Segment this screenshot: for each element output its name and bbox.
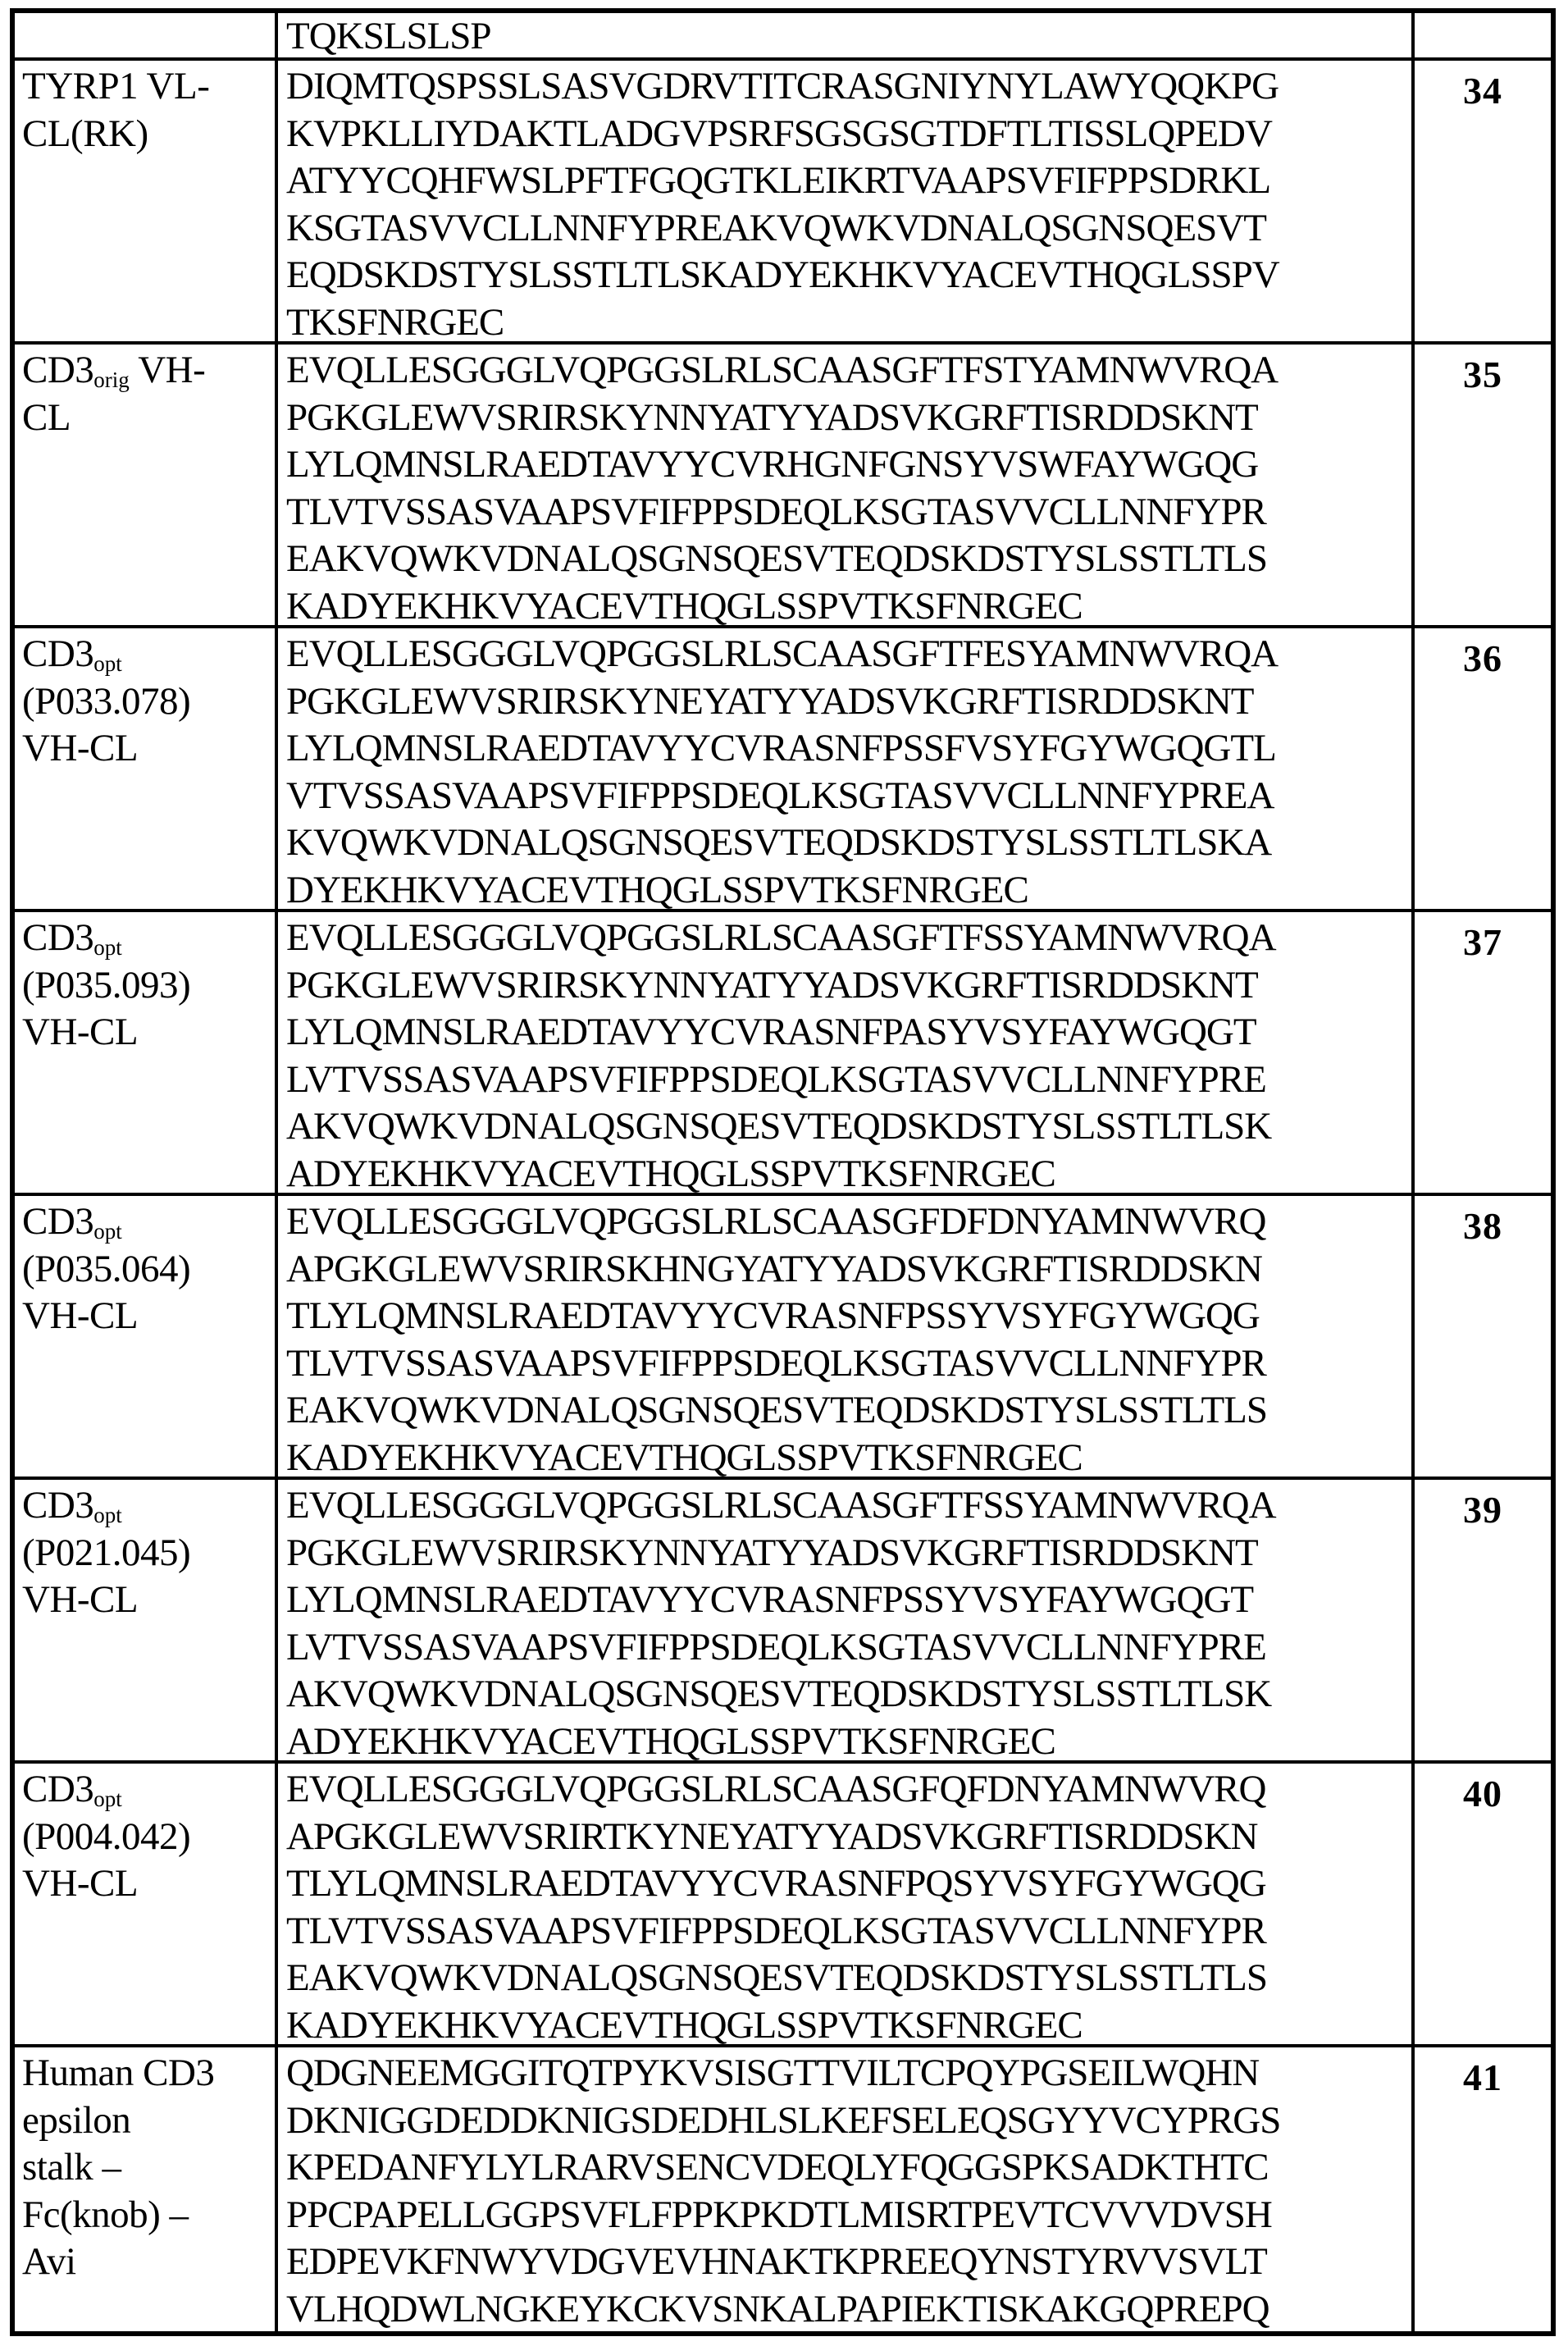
sequence-line: VLHQDWLNGKEYKCKVSNKALPAPIEKTISKAKGQPREPQ: [286, 2287, 1269, 2330]
sequence-line: APGKGLEWVSRIRTKYNEYATYYADSVKGRFTISRDDSKN: [286, 1814, 1258, 1858]
construct-label-line: TYRP1 VL-: [22, 65, 210, 107]
sequence-line: LYLQMNSLRAEDTAVYYCVRASNFPSSFVSYFGYWGQGTL: [286, 727, 1276, 770]
construct-label-line: Human CD3: [22, 2052, 215, 2094]
sequence-cell: [278, 628, 1415, 912]
sequence-line: DYEKHKVYACEVTHQGLSSPVTKSFNRGEC: [286, 868, 1028, 911]
construct-label-line: (P021.045): [22, 1531, 191, 1574]
sequence-line: EVQLLESGGGLVQPGGSLRLSCAASGFTFSSYAMNWVRQA: [286, 916, 1276, 959]
construct-label-line: $CD3_{opt}$: [22, 1768, 122, 1811]
sequence-line: DIQMTQSPSSLSASVGDRVTITCRASGNIYNYLAWYQQKPG: [286, 65, 1279, 107]
sequence-line: TKSFNRGEC: [286, 300, 504, 344]
construct-label-line: Fc(knob) –: [22, 2193, 189, 2236]
sequence-line: TLVTVSSASVAAPSVFIFPPSDEQLKSGTASVVCLLNNFYPR: [286, 1909, 1266, 1952]
construct-cell: [15, 628, 278, 912]
construct-label-line: Avi: [22, 2240, 76, 2284]
sequence-cell: [278, 2047, 1415, 2331]
sequence-line: EAKVQWKVDNALQSGNSQESVTEQDSKDSTYSLSSTLTLS: [286, 1389, 1267, 1432]
construct-label-line: (P033.078): [22, 679, 191, 723]
construct-cell: [15, 1480, 278, 1764]
sequence-line: LYLQMNSLRAEDTAVYYCVRASNFPASYVSYFAYWGQGT: [286, 1011, 1256, 1054]
construct-label-line: epsilon: [22, 2098, 131, 2142]
seq-id-cell: [1415, 13, 1551, 61]
sequence-line: LVTVSSASVAAPSVFIFPPSDEQLKSGTASVVCLLNNFYPRE: [286, 1625, 1266, 1668]
seq-id-cell: 35: [1415, 345, 1551, 628]
sequence-line: ATYYCQHFWSLPFTFGQGTKLEIKRTVAAPSVFIFPPSDRKL: [286, 159, 1271, 203]
construct-label-line: CL(RK): [22, 112, 148, 155]
sequence-line: TQKSLSLSP: [286, 15, 491, 57]
seq-id-cell: 40: [1415, 1764, 1551, 2047]
sequence-line: EVQLLESGGGLVQPGGSLRLSCAASGFTFSTYAMNWVRQA: [286, 349, 1279, 391]
sequence-cell: [278, 345, 1415, 628]
seq-id-cell: 41: [1415, 2047, 1551, 2331]
seq-id-cell: 34: [1415, 61, 1551, 345]
construct-label-line: $CD3_{orig}$ VH-: [22, 349, 206, 392]
sequence-cell: [278, 912, 1415, 1196]
construct-label-line: CL: [22, 395, 71, 439]
sequence-cell: [278, 1196, 1415, 1480]
sequence-line: KVPKLLIYDAKTLADGVPSRFSGSGSGTDFTLTISSLQPEDV: [286, 112, 1272, 155]
construct-cell: [15, 1196, 278, 1480]
sequence-line: LYLQMNSLRAEDTAVYYCVRASNFPSSYVSYFAYWGQGT: [286, 1578, 1254, 1622]
sequence-listing-table: [10, 8, 1556, 2336]
sequence-cell: [278, 1480, 1415, 1764]
sequence-line: PGKGLEWVSRIRSKYNNYATYYADSVKGRFTISRDDSKNT: [286, 963, 1258, 1006]
sequence-line: EAKVQWKVDNALQSGNSQESVTEQDSKDSTYSLSSTLTLS: [286, 537, 1267, 581]
construct-label-line: VH-CL: [22, 1578, 139, 1622]
construct-label-line: $CD3_{opt}$: [22, 632, 122, 676]
seq-id-cell: 36: [1415, 628, 1551, 912]
sequence-line: TLYLQMNSLRAEDTAVYYCVRASNFPSSYVSYFGYWGQG: [286, 1294, 1260, 1338]
sequence-line: PGKGLEWVSRIRSKYNEYATYYADSVKGRFTISRDDSKNT: [286, 679, 1254, 723]
subscript-label: opt: [93, 1786, 122, 1811]
sequence-line: EQDSKDSTYSLSSTLTLSKADYEKHKVYACEVTHQGLSSPV: [286, 253, 1279, 297]
sequence-line: PGKGLEWVSRIRSKYNNYATYYADSVKGRFTISRDDSKNT: [286, 1531, 1258, 1574]
sequence-line: KPEDANFYLYLRARVSENCVDEQLYFQGGSPKSADKTHTC: [286, 2146, 1269, 2189]
construct-label-line: VH-CL: [22, 1011, 139, 1054]
sequence-line: LYLQMNSLRAEDTAVYYCVRHGNFGNSYVSWFAYWGQG: [286, 443, 1259, 486]
sequence-line: KADYEKHKVYACEVTHQGLSSPVTKSFNRGEC: [286, 584, 1083, 628]
sequence-line: AKVQWKVDNALQSGNSQESVTEQDSKDSTYSLSSTLTLSK: [286, 1673, 1272, 1716]
sequence-line: KADYEKHKVYACEVTHQGLSSPVTKSFNRGEC: [286, 1435, 1083, 1479]
sequence-line: PPCPAPELLGGPSVFLFPPKPKDTLMISRTPEVTCVVVDVSH: [286, 2193, 1272, 2236]
sequence-line: ADYEKHKVYACEVTHQGLSSPVTKSFNRGEC: [286, 1719, 1055, 1763]
construct-label-line: VH-CL: [22, 1294, 139, 1338]
construct-cell: [15, 13, 278, 61]
sequence-line: LVTVSSASVAAPSVFIFPPSDEQLKSGTASVVCLLNNFYPRE: [286, 1057, 1266, 1101]
seq-id-cell: 39: [1415, 1480, 1551, 1764]
subscript-label: opt: [93, 1502, 122, 1527]
sequence-cell: [278, 1764, 1415, 2047]
sequence-line: APGKGLEWVSRIRSKHNGYATYYADSVKGRFTISRDDSKN: [286, 1247, 1262, 1290]
subscript-label: opt: [93, 650, 122, 676]
construct-label-line: (P035.093): [22, 963, 191, 1006]
construct-cell: [15, 912, 278, 1196]
sequence-cell: [278, 13, 1415, 61]
sequence-line: EVQLLESGGGLVQPGGSLRLSCAASGFDFDNYAMNWVRQ: [286, 1200, 1266, 1243]
construct-label-line: VH-CL: [22, 727, 139, 770]
construct-label-line: $CD3_{opt}$: [22, 1484, 122, 1527]
construct-label-line: $CD3_{opt}$: [22, 1200, 122, 1244]
sequence-line: EVQLLESGGGLVQPGGSLRLSCAASGFTFESYAMNWVRQA: [286, 632, 1279, 675]
sequence-line: TLVTVSSASVAAPSVFIFPPSDEQLKSGTASVVCLLNNFYPR: [286, 490, 1266, 533]
sequence-line: EVQLLESGGGLVQPGGSLRLSCAASGFQFDNYAMNWVRQ: [286, 1768, 1266, 1810]
construct-label-line: VH-CL: [22, 1862, 139, 1906]
subscript-label: orig: [93, 367, 130, 392]
sequence-line: TLVTVSSASVAAPSVFIFPPSDEQLKSGTASVVCLLNNFYPR: [286, 1341, 1266, 1385]
sequence-line: PGKGLEWVSRIRSKYNNYATYYADSVKGRFTISRDDSKNT: [286, 395, 1258, 439]
construct-cell: [15, 61, 278, 345]
sequence-line: KSGTASVVCLLNNFYPREAKVQWKVDNALQSGNSQESVT: [286, 206, 1266, 249]
sequence-line: QDGNEEMGGITQTPYKVSISGTTVILTCPQYPGSEILWQHN: [286, 2052, 1260, 2094]
sequence-cell: [278, 61, 1415, 345]
subscript-label: opt: [93, 934, 122, 960]
sequence-line: DKNIGGDEDDKNIGSDEDHLSLKEFSELEQSGYYVCYPRGS: [286, 2098, 1281, 2142]
sequence-line: EDPEVKFNWYVDGVEVHNAKTKPREEQYNSTYRVVSVLT: [286, 2240, 1267, 2284]
construct-label-line: stalk –: [22, 2146, 121, 2189]
subscript-label: opt: [93, 1218, 122, 1244]
sequence-line: EAKVQWKVDNALQSGNSQESVTEQDSKDSTYSLSSTLTLS: [286, 1956, 1267, 2000]
seq-id-cell: 38: [1415, 1196, 1551, 1480]
sequence-line: TLYLQMNSLRAEDTAVYYCVRASNFPQSYVSYFGYWGQG: [286, 1862, 1266, 1906]
sequence-line: VTVSSASVAAPSVFIFPPSDEQLKSGTASVVCLLNNFYPREA: [286, 774, 1274, 817]
construct-label-line: $CD3_{opt}$: [22, 916, 122, 960]
seq-id-cell: 37: [1415, 912, 1551, 1196]
construct-cell: [15, 345, 278, 628]
sequence-line: AKVQWKVDNALQSGNSQESVTEQDSKDSTYSLSSTLTLSK: [286, 1105, 1272, 1148]
construct-cell: [15, 1764, 278, 2047]
construct-cell: [15, 2047, 278, 2331]
construct-label-line: (P004.042): [22, 1814, 191, 1858]
sequence-line: ADYEKHKVYACEVTHQGLSSPVTKSFNRGEC: [286, 1152, 1055, 1195]
sequence-line: EVQLLESGGGLVQPGGSLRLSCAASGFTFSSYAMNWVRQA: [286, 1484, 1276, 1527]
sequence-line: KADYEKHKVYACEVTHQGLSSPVTKSFNRGEC: [286, 2003, 1083, 2047]
sequence-line: KVQWKVDNALQSGNSQESVTEQDSKDSTYSLSSTLTLSKA: [286, 821, 1272, 865]
construct-label-line: (P035.064): [22, 1247, 191, 1290]
